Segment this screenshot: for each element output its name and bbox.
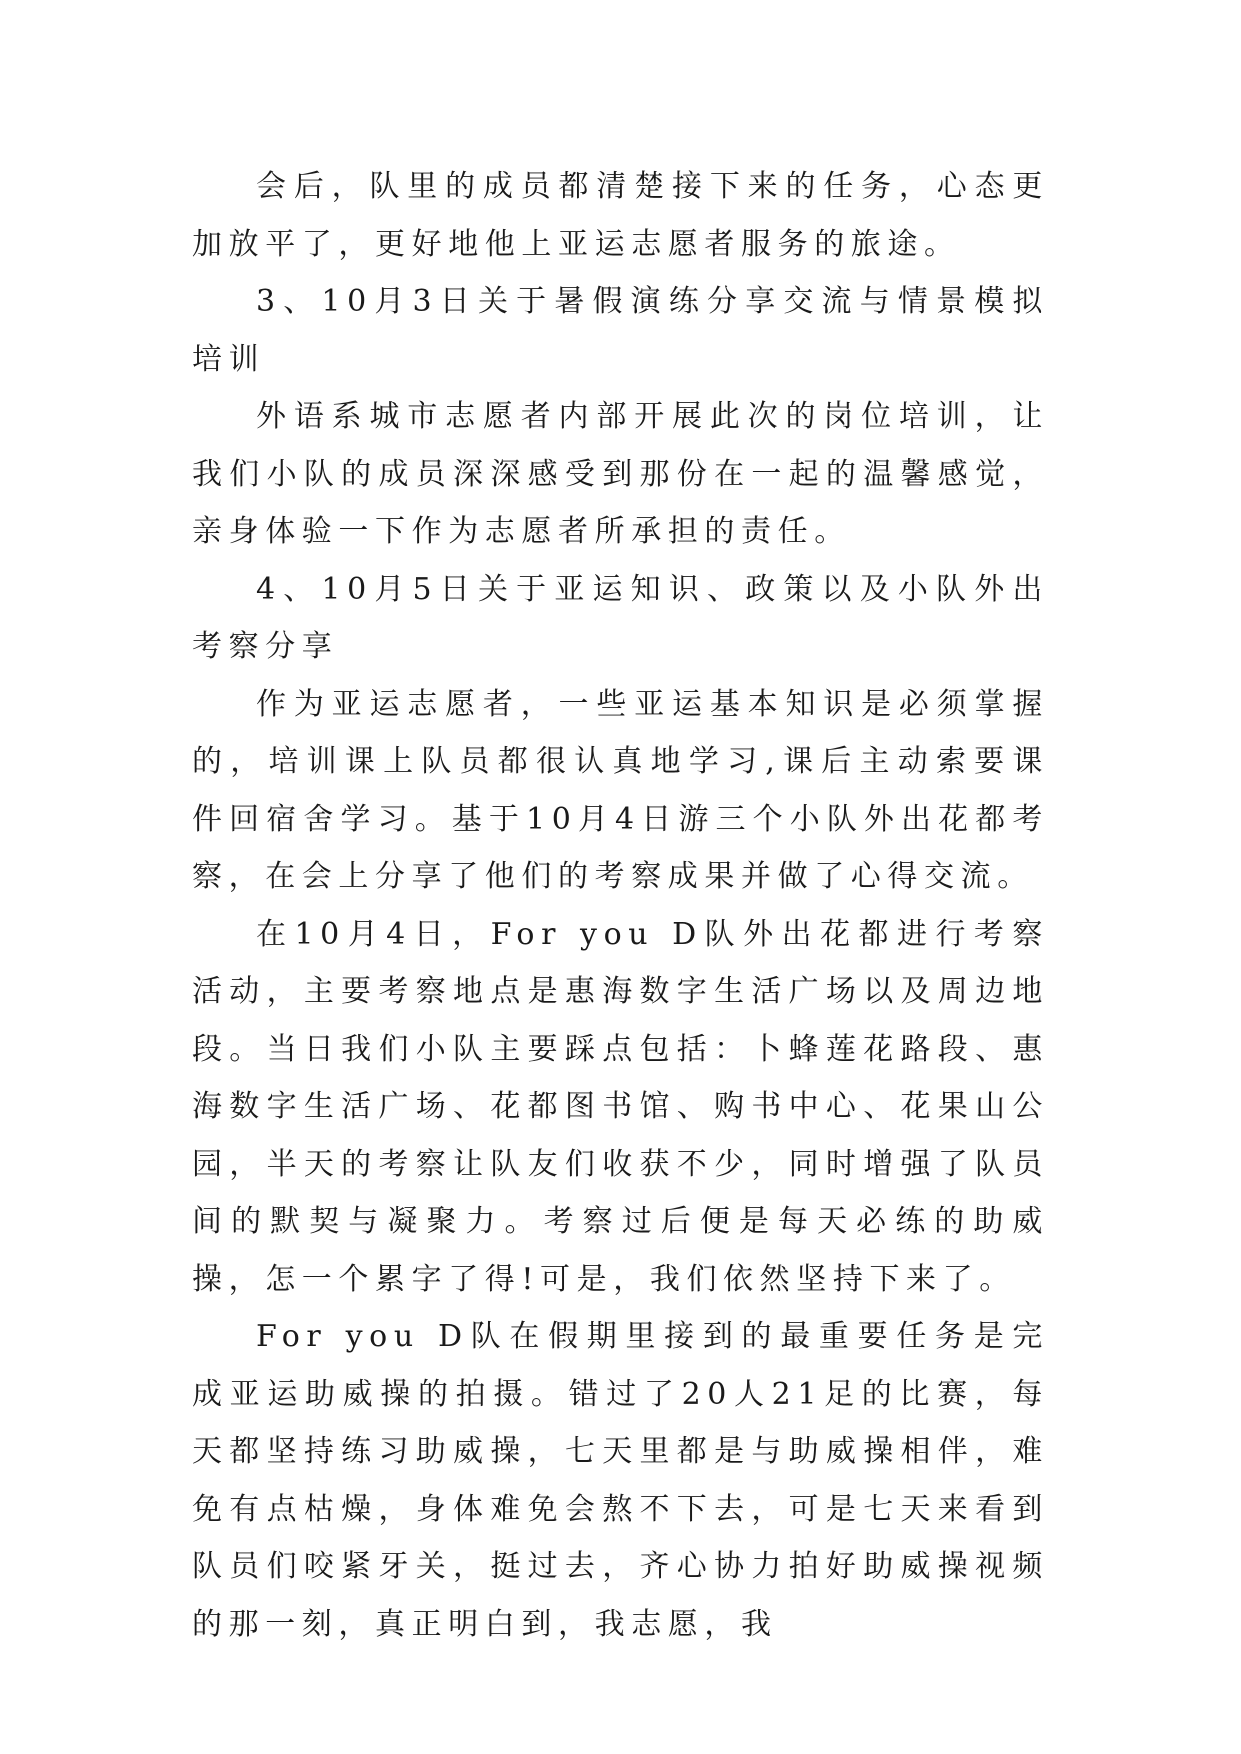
paragraph-field-inspection: 在10月4日，For you D队外出花都进行考察活动，主要考察地点是惠海数字生活广场以及周边地段。当日我们小队主要踩点包括：卜蜂莲花路段、惠海数字生活广场、花都图书馆、购书中心、花果山公园，半天的考察让队友们收获不少，同时增强了队员间的默契与凝聚力。考察过后便是每天必练的助威操，怎一个累字了得!可是，我们依然坚持下来了。: [192, 916, 1049, 1297]
heading-item-3: 3、10月3日关于暑假演练分享交流与情景模拟培训: [192, 284, 1049, 377]
paragraph-after-meeting: 会后，队里的成员都清楚接下来的任务，心态更加放平了，更好地他上亚运志愿者服务的旅途。: [192, 169, 1049, 262]
heading-item-4: 4、10月5日关于亚运知识、政策以及小队外出考察分享: [192, 571, 1049, 664]
paragraph-asian-games-knowledge: 作为亚运志愿者，一些亚运基本知识是必须掌握的，培训课上队员都很认真地学习,课后主动索要课件回宿舍学习。基于10月4日游三个小队外出花都考察，在会上分享了他们的考察成果并做了心得交流。: [192, 686, 1049, 894]
document-body: [192, 158, 1049, 1653]
paragraph-cheer-exercise: For you D队在假期里接到的最重要任务是完成亚运助威操的拍摄。错过了20人21足的比赛，每天都坚持练习助威操，七天里都是与助威操相伴，难免有点枯燥，身体难免会熬不下去，可是七天来看到队员们咬紧牙关，挺过去，齐心协力拍好助威操视频的那一刻，真正明白到，我志愿，我: [192, 1319, 1049, 1642]
paragraph-post-training: 外语系城市志愿者内部开展此次的岗位培训，让我们小队的成员深深感受到那份在一起的温馨感觉，亲身体验一下作为志愿者所承担的责任。: [192, 399, 1049, 549]
